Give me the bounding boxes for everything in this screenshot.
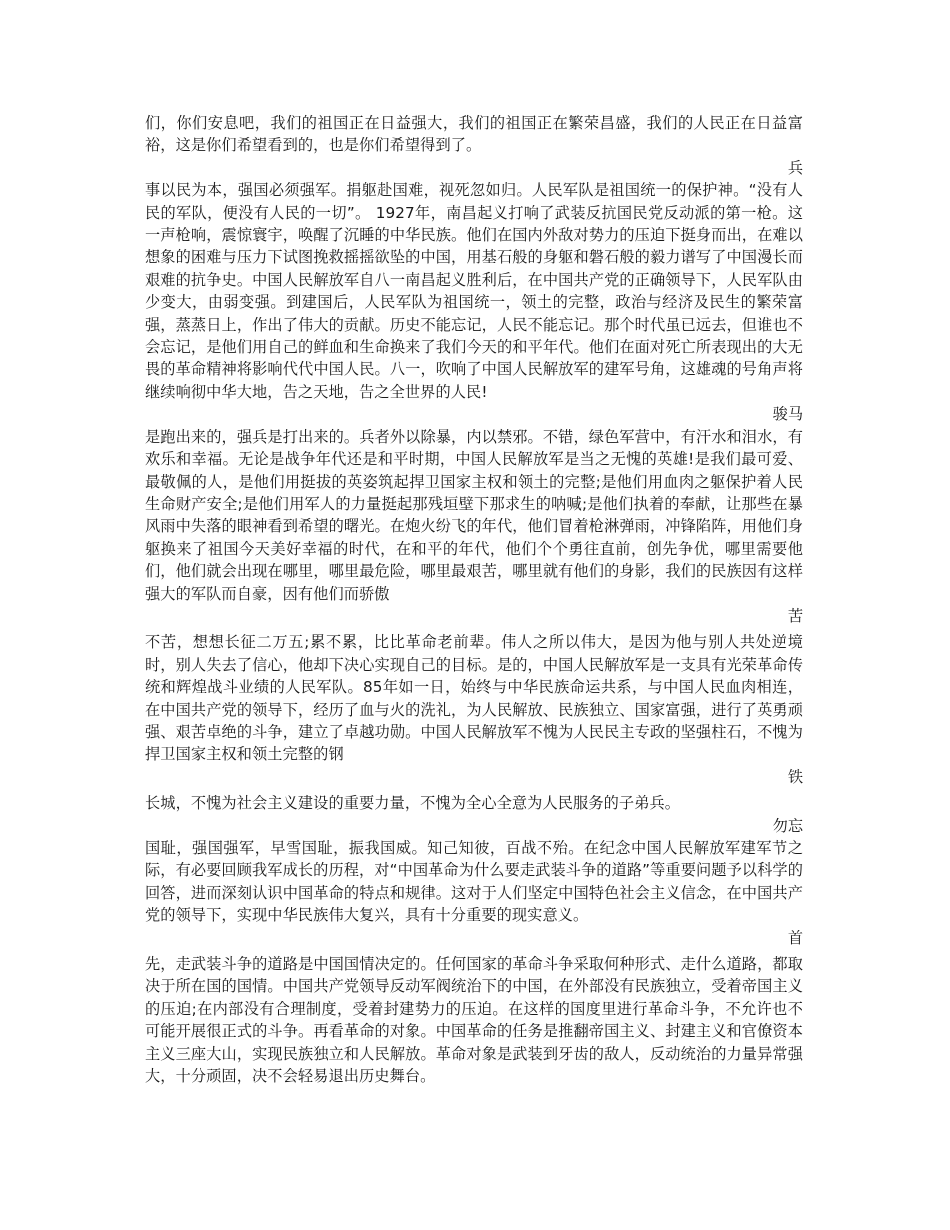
section-marker: 铁: [787, 767, 803, 786]
section-marker: 首: [787, 928, 803, 947]
paragraph: 国耻，强国强军，早雪国耻，振我国威。知己知彼，百战不殆。在纪念中国人民解放军建军节之际，有必要回顾我军成长的历程，对“中国革命为什么要走武装斗争的道路”等重要问题予以科学的回答，进而深刻认识中国革命的特点和规律。这对于人们坚定中国特色社会主义信念，在中国共产党的领导下，实现中华民族伟大复兴，具有十分重要的现实意义。: [145, 839, 804, 925]
paragraph: 事以民为本，强国必须强军。捐躯赴国难，视死忽如归。人民军队是祖国统一的保护神。“没有人民的军队，便没有人民的一切”。 1927年，南昌起义打响了武装反抗国民党反动派的第一枪。这一声枪响，震惊寰宇，唤醒了沉睡的中华民族。他们在国内外敌对势力的压迫下挺身而出，在难以想象的困难与压力下试图挽救摇摇欲坠的中国，用基石般的身躯和磐石般的毅力谱写了中国漫长而艰难的抗争史。中国人民解放军自八一南昌起义胜利后，在中国共产党的正确领导下，人民军队由少变大，由弱变强。到建国后，人民军队为祖国统一，领土的完整，政治与经济及民生的繁荣富强，蒸蒸日上，作出了伟大的贡献。历史不能忘记，人民不能忘记。那个时代虽已远去，但谁也不会忘记，是他们用自己的鲜血和生命换来了我们今天的和平年代。他们在面对死亡所表现出的大无畏的革命精神将影响代代中国人民。八一，吹响了中国人民解放军的建军号角，这雄魂的号角声将继续响彻中华大地，告之天地，告之全世界的人民!: [145, 181, 803, 401]
paragraph: 不苦，想想长征二万五;累不累，比比革命老前辈。伟人之所以伟大，是因为他与别人共处逆境时，别人失去了信心，他却下决心实现自己的目标。是的，中国人民解放军是一支具有光荣革命传统和辉煌战斗业绩的人民军队。85年如一日，始终与中华民族命运共系，与中国人民血肉相连，在中国共产党的领导下，经历了血与火的洗礼，为人民解放、民族独立、国家富强，进行了英勇顽强、艰苦卓绝的斗争，建立了卓越功勋。中国人民解放军不愧为人民民主专政的坚强柱石，不愧为捍卫国家主权和领土完整的钢: [145, 633, 803, 764]
paragraph: 长城，不愧为社会主义建设的重要力量，不愧为全心全意为人民服务的子弟兵。: [145, 794, 681, 813]
paragraph: 先，走武装斗争的道路是中国国情决定的。任何国家的革命斗争采取何种形式、走什么道路，都取决于所在国的国情。中国共产党领导反动军阀统治下的中国，在外部没有民族独立，受着帝国主义的压迫;在内部没有合理制度，受着封建势力的压迫。在这样的国度里进行革命斗争，不允许也不可能开展很正式的斗争。再看革命的对象。中国革命的任务是推翻帝国主义、封建主义和官僚资本主义三座大山，实现民族独立和人民解放。革命对象是武装到牙齿的敌人，反动统治的力量异常强大，十分顽固，决不会轻易退出历史舞台。: [145, 955, 803, 1086]
document-page: [145, 112, 803, 1087]
section-marker: 勿忘: [772, 816, 803, 835]
section-marker: 骏马: [772, 405, 803, 424]
paragraph: 是跑出来的，强兵是打出来的。兵者外以除暴，内以禁邪。不错，绿色军营中，有汗水和泪水，有欢乐和幸福。无论是战争年代还是和平时期，中国人民解放军是当之无愧的英雄!是我们最可爱、最敬佩的人，是他们用挺拔的英姿筑起捍卫国家主权和领土的完整;是他们用血肉之躯保护着人民生命财产安全;是他们用军人的力量挺起那残垣壁下那求生的呐喊;是他们执着的奉献，让那些在暴风雨中失落的眼神看到希望的曙光。在炮火纷飞的年代，他们冒着枪淋弹雨，冲锋陷阵，用他们身躯换来了祖国今天美好幸福的时代，在和平的年代，他们个个勇往直前，创先争优，哪里需要他们，他们就会出现在哪里，哪里最危险，哪里最艰苦，哪里就有他们的身影，我们的民族因有这样强大的军队而自豪，因有他们而骄傲: [145, 427, 803, 603]
paragraph: 们，你们安息吧，我们的祖国正在日益强大，我们的祖国正在繁荣昌盛，我们的人民正在日益富裕，这是你们希望看到的，也是你们希望得到了。: [145, 114, 803, 155]
section-marker: 兵: [787, 158, 803, 177]
section-marker: 苦: [787, 606, 803, 625]
